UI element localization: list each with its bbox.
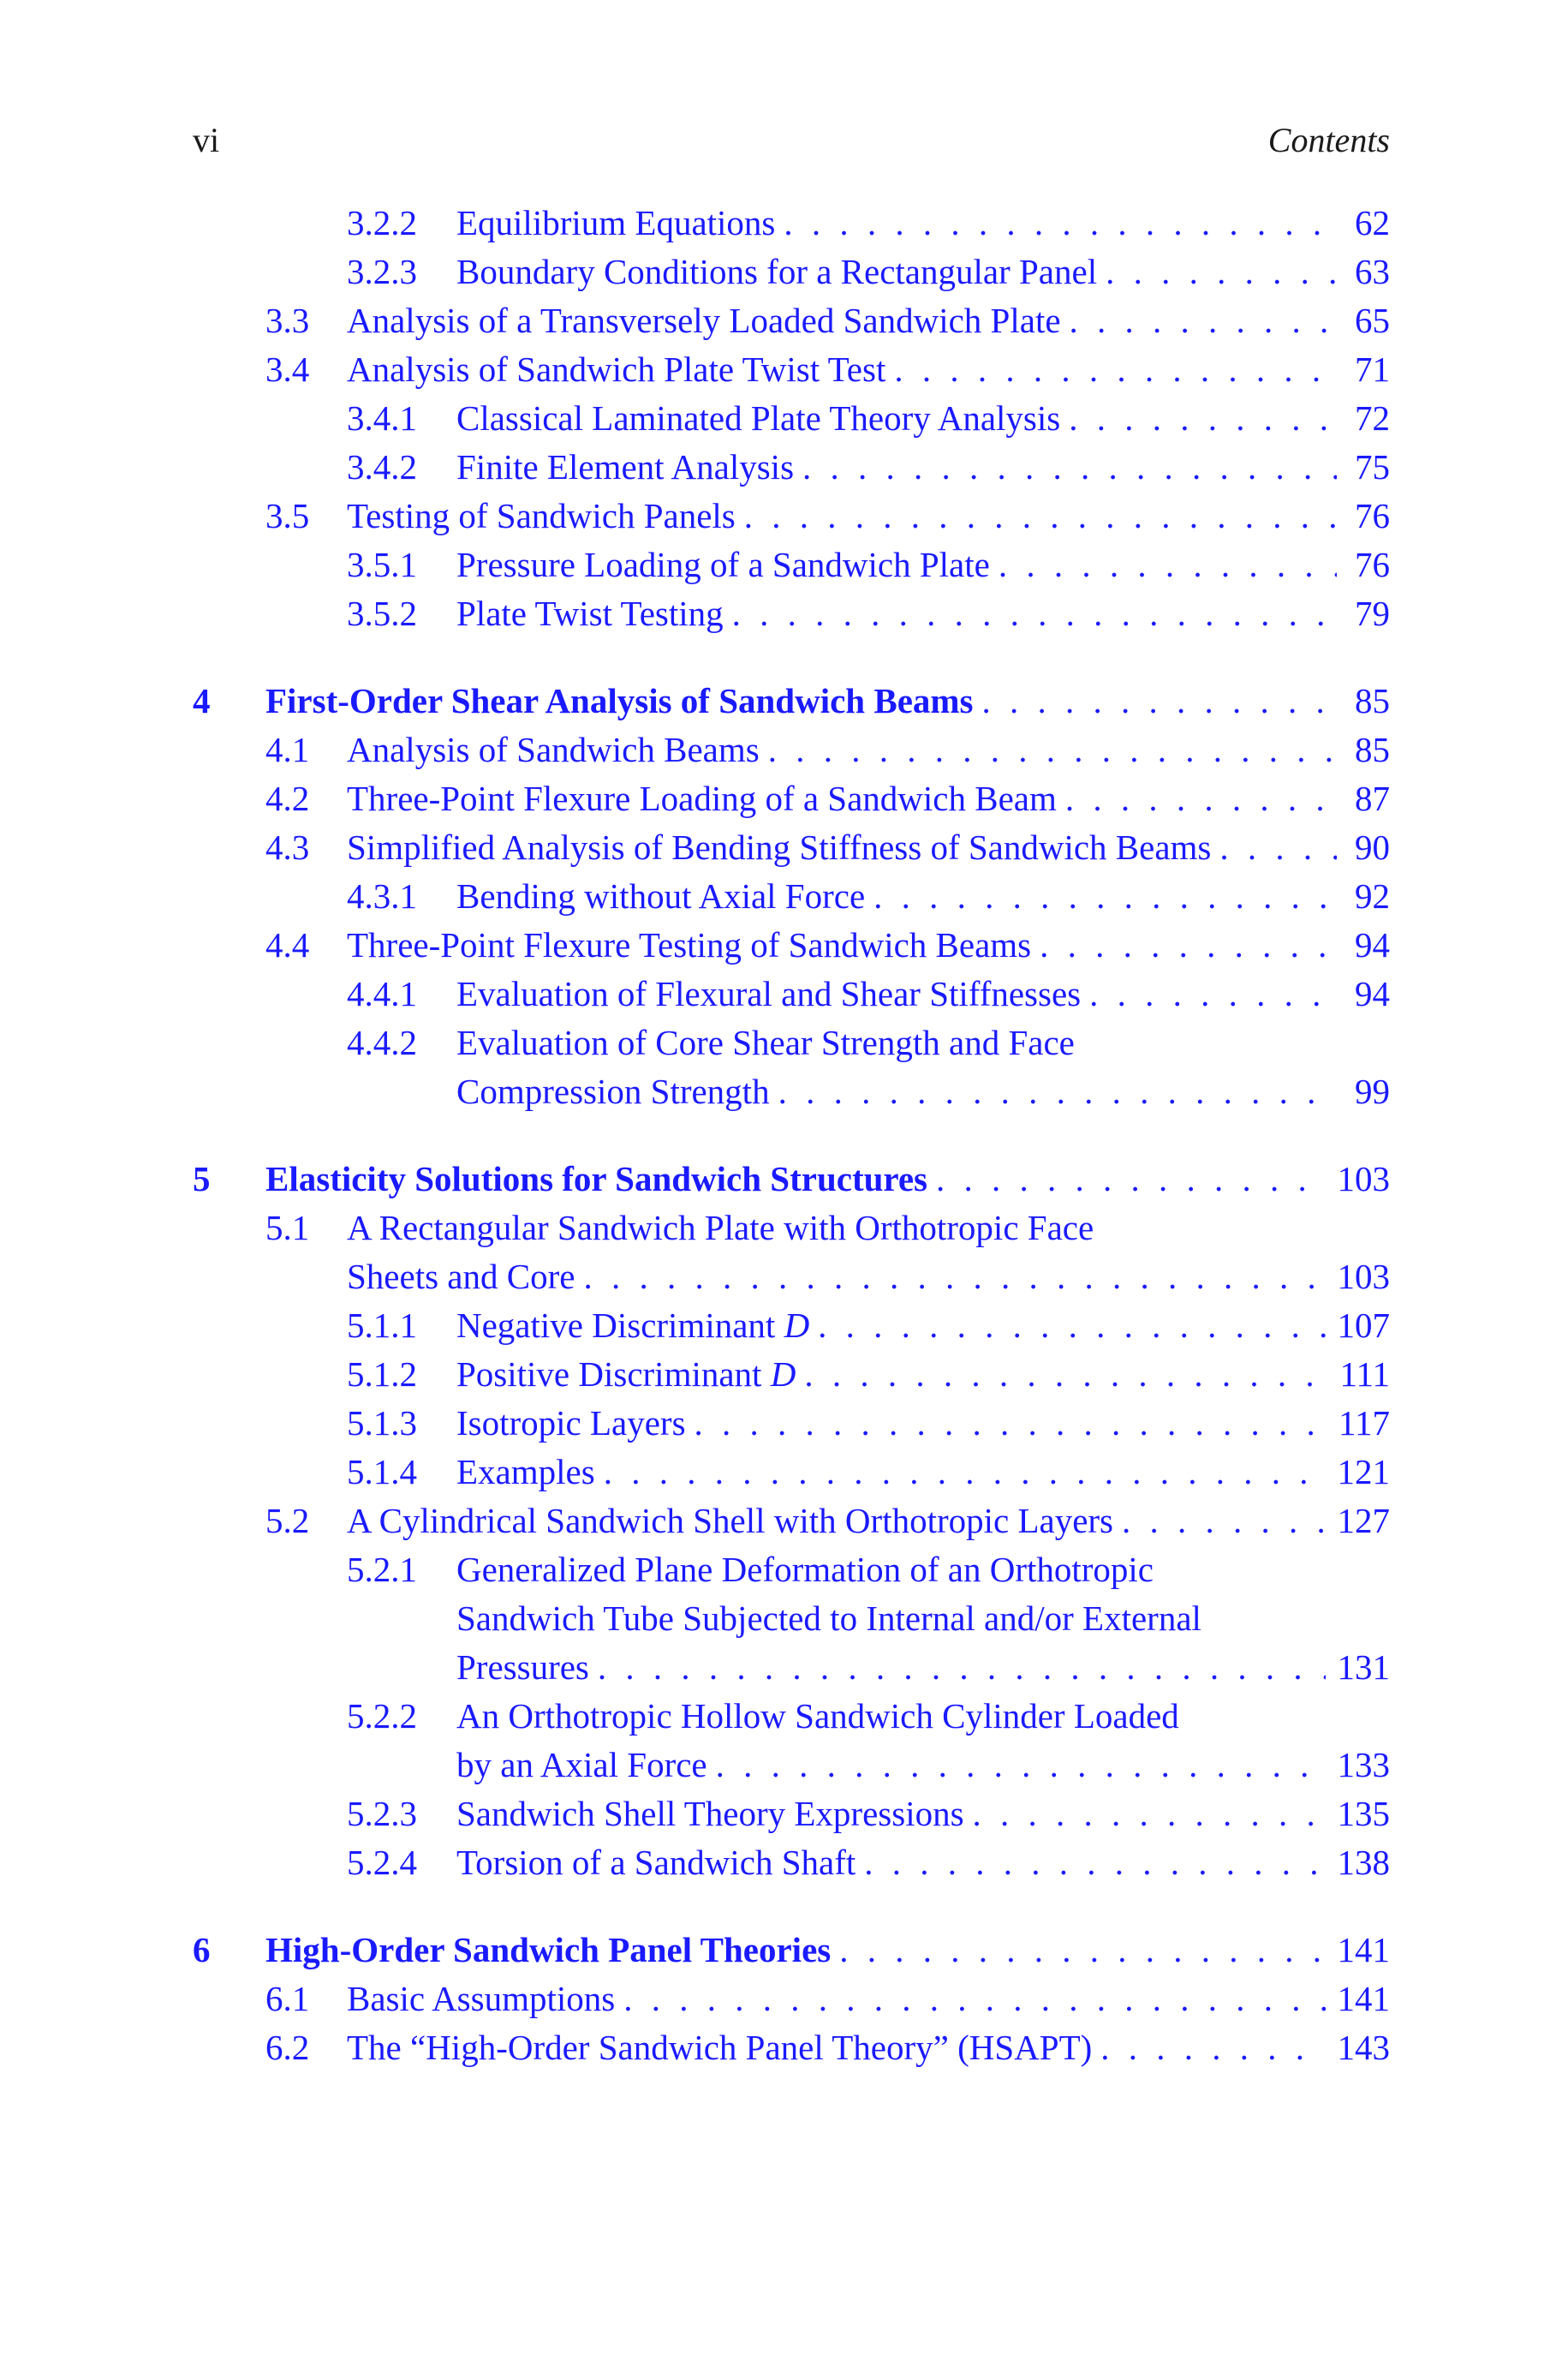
toc-entry[interactable] [0,541,1568,589]
toc-entry[interactable] [0,1301,1568,1350]
dot-leader [778,1067,1337,1116]
dot-leader [936,1155,1325,1204]
toc-entry[interactable] [0,1019,1568,1067]
chapter-title: High-Order Sandwich Panel Theories [265,1930,832,1969]
entry-number: 4.4 [265,925,310,965]
dot-leader [732,589,1337,638]
toc-entry[interactable] [0,394,1568,443]
entry-number: 6.1 [265,1979,310,2018]
entry-number: 3.2.2 [347,203,417,242]
entry-number: 5.2.2 [347,1696,417,1736]
entry-number: 3.3 [265,301,310,340]
entry-title: An Orthotropic Hollow Sandwich Cylinder Loaded [456,1696,1179,1736]
entry-title: Analysis of Sandwich Beams [347,730,760,769]
entry-number: 4.2 [265,779,310,818]
chapter-number: 6 [193,1930,211,1969]
entry-number: 5.2 [265,1501,310,1540]
entry-title: Equilibrium Equations [456,203,776,242]
entry-page: 76 [1355,496,1390,535]
dot-leader [873,872,1337,921]
dot-leader [1040,921,1337,970]
entry-page: 72 [1355,398,1390,438]
dot-leader [802,443,1337,492]
entry-title: Evaluation of Flexural and Shear Stiffnesses [456,974,1082,1013]
entry-title: Plate Twist Testing [456,594,724,633]
entry-page: 121 [1337,1452,1390,1491]
entry-page: 87 [1355,779,1390,818]
entry-number: 5.1 [265,1208,310,1247]
toc-entry[interactable] [0,1497,1568,1545]
dot-leader [1100,2023,1325,2072]
toc-entry[interactable] [0,443,1568,492]
toc-entry[interactable] [0,823,1568,872]
entry-title: Pressures [456,1647,589,1687]
entry-page: 138 [1337,1843,1390,1882]
entry-number: 3.2.3 [347,252,417,291]
page-number: vi [193,121,220,159]
dot-leader [982,677,1337,726]
entry-number: 5.1.2 [347,1354,417,1394]
toc-entry[interactable] [0,1692,1568,1741]
entry-page: 85 [1355,681,1390,720]
dot-leader [1219,823,1337,872]
dot-leader [804,1350,1327,1399]
entry-number: 5.2.3 [347,1794,417,1833]
entry-title: Analysis of Sandwich Plate Twist Test [347,350,886,389]
entry-title: Positive Discriminant D [456,1354,796,1394]
entry-title: Classical Laminated Plate Theory Analysis [456,398,1061,438]
toc-entry-continuation[interactable] [0,1252,1568,1301]
dot-leader [784,199,1337,248]
entry-title: Generalized Plane Deformation of an Orthotropic [456,1550,1154,1589]
dot-leader [999,541,1337,589]
toc-entry[interactable] [0,1545,1568,1594]
dot-leader [604,1448,1326,1497]
toc-entry-continuation[interactable] [0,1594,1568,1643]
entry-title: A Rectangular Sandwich Plate with Orthotropic Face [347,1208,1094,1247]
dot-leader [839,1926,1325,1975]
toc-entry[interactable] [0,1789,1568,1838]
entry-page: 117 [1338,1403,1390,1443]
toc-entry[interactable] [0,492,1568,541]
entry-number: 5.1.1 [347,1306,417,1345]
toc-entry[interactable] [0,970,1568,1019]
entry-page: 143 [1337,2028,1390,2067]
entry-number: 4.1 [265,730,310,769]
entry-title: Examples [456,1452,595,1491]
dot-leader [768,726,1337,774]
toc-entry[interactable] [0,774,1568,823]
chapter-title: First-Order Shear Analysis of Sandwich Beams [265,681,974,720]
toc-entry[interactable] [0,2023,1568,2072]
toc-entry-continuation[interactable] [0,1643,1568,1692]
entry-title: Pressure Loading of a Sandwich Plate [456,545,990,584]
entry-page: 111 [1339,1354,1390,1394]
entry-page: 103 [1337,1159,1390,1198]
entry-title: Testing of Sandwich Panels [347,496,736,535]
toc-entry[interactable] [0,1448,1568,1497]
entry-number: 5.2.1 [347,1550,417,1589]
entry-number: 3.4.2 [347,447,417,487]
entry-page: 141 [1337,1979,1390,2018]
entry-title: Boundary Conditions for a Rectangular Panel [456,252,1098,291]
entry-number: 6.2 [265,2028,310,2067]
entry-page: 135 [1337,1794,1390,1833]
dot-leader [695,1399,1327,1448]
entry-number: 3.5.1 [347,545,417,584]
toc-entry[interactable] [0,199,1568,248]
dot-leader [1069,394,1337,443]
entry-title: Bending without Axial Force [456,876,866,916]
dot-leader [1065,774,1337,823]
toc-entry[interactable] [0,345,1568,394]
entry-number: 5.1.3 [347,1403,417,1443]
entry-page: 71 [1355,350,1390,389]
dot-leader [1089,970,1337,1019]
entry-number: 3.4 [265,350,310,389]
entry-title: Sandwich Tube Subjected to Internal and/or External [456,1598,1201,1638]
entry-number: 3.5.2 [347,594,417,633]
dot-leader [744,492,1337,541]
entry-title: Basic Assumptions [347,1979,616,2018]
dot-leader [623,1975,1325,2023]
entry-number: 5.2.4 [347,1843,417,1882]
dot-leader [818,1301,1325,1350]
page-header [0,120,1568,171]
entry-page: 63 [1355,252,1390,291]
toc-entry[interactable] [0,1204,1568,1252]
entry-page: 107 [1337,1306,1390,1345]
dot-leader [583,1252,1325,1301]
entry-page: 90 [1355,828,1390,867]
entry-number: 3.4.1 [347,398,417,438]
dot-leader [973,1789,1326,1838]
chapter-number: 4 [193,681,211,720]
toc-entry-continuation[interactable] [0,1067,1568,1116]
dot-leader [864,1838,1325,1887]
entry-title: Simplified Analysis of Bending Stiffness of Sandwich Beams [347,828,1212,867]
chapter-title: Elasticity Solutions for Sandwich Structures [265,1159,928,1198]
dot-leader [716,1741,1326,1789]
dot-leader [894,345,1337,394]
chapter-number: 5 [193,1159,211,1198]
dot-leader [1122,1497,1325,1545]
table-of-contents [0,199,1568,2072]
toc-entry[interactable] [0,921,1568,970]
toc-chapter-entry[interactable] [0,677,1568,726]
entry-page: 92 [1355,876,1390,916]
toc-entry[interactable] [0,726,1568,774]
toc-entry[interactable] [0,1975,1568,2023]
entry-page: 131 [1337,1647,1390,1687]
toc-entry[interactable] [0,1838,1568,1887]
entry-title: Finite Element Analysis [456,447,795,487]
toc-entry[interactable] [0,872,1568,921]
toc-chapter-entry[interactable] [0,1155,1568,1204]
entry-title: Negative Discriminant D [456,1306,810,1345]
toc-entry[interactable] [0,1350,1568,1399]
entry-page: 127 [1337,1501,1390,1540]
entry-page: 94 [1355,925,1390,965]
dot-leader [1070,296,1337,345]
entry-page: 133 [1337,1745,1390,1784]
entry-page: 94 [1355,974,1390,1013]
entry-number: 5.1.4 [347,1452,417,1491]
toc-entry[interactable] [0,248,1568,296]
entry-title: Torsion of a Sandwich Shaft [456,1843,856,1882]
entry-page: 99 [1355,1072,1390,1111]
entry-number: 4.3 [265,828,310,867]
entry-title: Three-Point Flexure Testing of Sandwich Beams [347,925,1032,965]
dot-leader [1106,248,1337,296]
entry-number: 4.4.2 [347,1023,417,1062]
dot-leader [598,1643,1326,1692]
entry-page: 76 [1355,545,1390,584]
entry-title: The “High-Order Sandwich Panel Theory” (HSAPT) [347,2028,1093,2067]
entry-title: Sheets and Core [347,1257,575,1296]
entry-page: 75 [1355,447,1390,487]
toc-chapter-entry[interactable] [0,1926,1568,1975]
entry-title: Evaluation of Core Shear Strength and Face [456,1023,1075,1062]
toc-entry[interactable] [0,1399,1568,1448]
toc-entry[interactable] [0,589,1568,638]
toc-entry-continuation[interactable] [0,1741,1568,1789]
entry-number: 3.5 [265,496,310,535]
entry-number: 4.4.1 [347,974,417,1013]
toc-entry[interactable] [0,296,1568,345]
entry-title: Sandwich Shell Theory Expressions [456,1794,964,1833]
entry-title: by an Axial Force [456,1745,707,1784]
entry-page: 103 [1337,1257,1390,1296]
entry-title: Analysis of a Transversely Loaded Sandwich Plate [347,301,1061,340]
entry-page: 141 [1337,1930,1390,1969]
entry-title: A Cylindrical Sandwich Shell with Orthotropic Layers [347,1501,1114,1540]
entry-title: Isotropic Layers [456,1403,686,1443]
running-title: Contents [1267,121,1390,159]
entry-page: 79 [1355,594,1390,633]
entry-page: 85 [1355,730,1390,769]
entry-number: 4.3.1 [347,876,417,916]
entry-title: Compression Strength [456,1072,770,1111]
entry-page: 65 [1355,301,1390,340]
entry-page: 62 [1355,203,1390,242]
entry-title: Three-Point Flexure Loading of a Sandwich Beam [347,779,1057,818]
